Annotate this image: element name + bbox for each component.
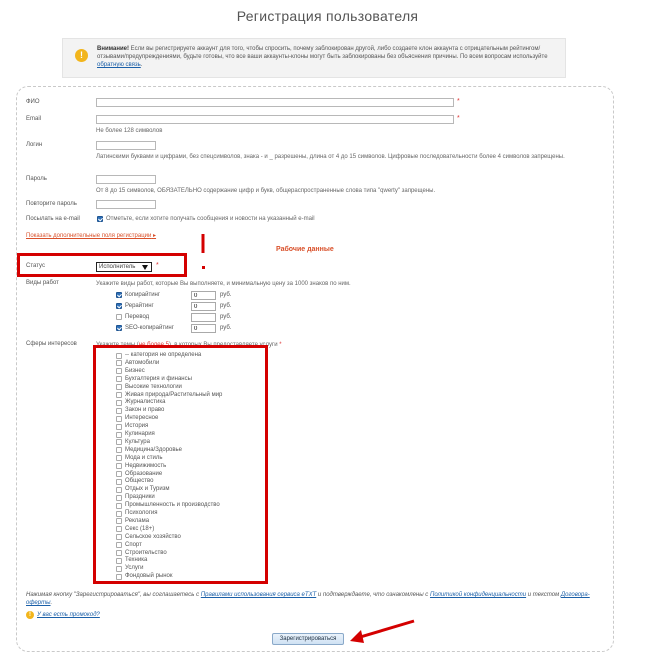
interest-label: Реклама [125,517,150,524]
interests-hint-post: ), в которых Вы предоставляете услуги [168,342,278,348]
work-type-checkbox[interactable] [116,325,122,331]
interest-label: Медицина/Здоровье [125,446,183,453]
interest-label: Интересное [125,415,159,422]
interest-label: Образование [125,470,163,477]
interest-label: Отдых и Туризм [125,486,170,493]
work-type-price[interactable] [191,313,216,322]
password-label: Пароль [26,176,47,182]
email-hint: Не более 128 символов [96,128,163,134]
terms-pre: Нажимая кнопку "Зарегистрироваться", вы соглашаетесь с [26,592,201,598]
interest-label: Строительство [125,549,167,556]
price-unit: руб. [220,314,232,320]
notice-end: . [140,62,143,68]
fio-label: ФИО [26,99,40,105]
interests-hint-limit: не более 5 [138,342,169,348]
mail-checkbox-text: Отметьте, если хотите получать сообщения и новости на указанный e-mail [106,216,315,222]
work-type-checkbox[interactable] [116,303,122,309]
privacy-policy-link[interactable]: Политикой конфиденциальности [429,592,527,598]
email-input[interactable] [96,115,454,124]
section-heading: Рабочие данные [276,246,334,253]
interest-label: История [125,423,149,430]
required-mark: * [279,342,282,348]
price-unit: руб. [220,292,232,298]
required-mark: * [156,262,159,269]
interest-label: Бухгалтерия и финансы [125,375,192,382]
price-unit: руб. [220,325,232,331]
interest-label: Сельское хозяйство [125,533,181,540]
price-unit: руб. [220,303,232,309]
status-select-value: Исполнитель [99,264,136,270]
promo-code-link-text: У вас есть промокод? [37,612,100,618]
repeat-password-label: Повторите пароль [26,201,77,207]
rules-link[interactable]: Правилами использования сервиса eTXT [200,592,317,598]
notice-text: Если вы регистрируете аккаунт для того, чтобы спросить, почему заблокирован другой, либо создаете клон аккаунта с отрицательным рейтингом/отзывами/предупреждениями, будьте готовы, что все ваши аккаунты-клоны могут быть заблокированы без объяснения причины. По всем вопросам используйте [97,46,548,60]
page-title: Регистрация пользователя [236,8,419,24]
interest-label: Психология [125,510,158,516]
interest-label: Закон и право [125,407,165,414]
interests-highlight-frame [93,345,268,584]
interest-label: Секс (18+) [125,525,155,532]
interest-label: Мода и стиль [125,454,163,461]
work-types-label: Виды работ [26,280,59,286]
feedback-link[interactable]: обратную связь [97,62,141,68]
work-type-price[interactable] [191,291,216,300]
repeat-password-input[interactable] [96,200,156,209]
interest-label: Общество [125,478,154,485]
interest-label: Услуги [125,565,144,572]
work-type-label: Копирайтинг [125,292,161,298]
warning-notice [62,38,566,78]
more-fields-link-text: Показать дополнительные поля регистрации [26,233,152,239]
interest-label: Живая природа/Растительный мир [125,391,223,398]
status-highlight-frame [17,253,187,277]
interest-label: Автомобили [125,359,160,366]
offer-contract-link[interactable]: Договора-оферты [26,592,590,606]
interest-label: Кулинария [125,431,155,437]
interest-label: Бизнес [125,367,145,374]
work-type-label: SEO-копирайтинг [125,325,174,331]
email-label: Email [26,116,42,122]
password-input[interactable] [96,175,156,184]
interest-label: Праздники [125,494,155,501]
required-mark: * [457,98,460,105]
interest-label: Промышленность и производство [125,502,220,509]
interest-label: Журналистика [125,399,166,406]
interest-label: -- категория не определена [125,352,202,358]
login-label: Логин [26,142,43,148]
expand-arrow-icon: ▸ [153,233,157,239]
promo-code-link[interactable] [26,612,100,618]
notice-bold: Внимание! [97,46,129,52]
interest-label: Техника [125,557,148,564]
password-hint: От 8 до 15 символов, ОБЯЗАТЕЛЬНО содержание цифр и букв, общераспространенные слова типа "qwerty" запрещены. [96,188,436,194]
warning-icon: ! [75,49,88,62]
login-input[interactable] [96,141,156,150]
terms-and: и текстом [526,592,561,598]
register-button[interactable]: Зарегистрироваться [272,633,344,645]
work-type-label: Перевод [125,314,150,320]
terms-text [26,591,601,607]
work-type-checkbox[interactable] [116,314,122,320]
info-icon: ! [26,611,34,619]
work-type-checkbox[interactable] [116,292,122,298]
interest-label: Культура [125,438,150,445]
interest-label: Фондовый рынок [125,573,173,580]
interests-label: Сферы интересов [26,341,77,347]
terms-end: . [50,600,53,606]
work-types-hint: Укажите виды работ, которые Вы выполняете, и минимальную цену за 1000 знаков по ним. [96,281,351,287]
fio-input[interactable] [96,98,454,107]
interests-hint-pre: Укажите темы ( [96,342,139,348]
required-mark: * [457,115,460,122]
status-label: Статус [26,263,45,269]
mail-checkbox[interactable] [97,216,103,222]
work-type-price[interactable] [191,302,216,311]
terms-mid: и подтверждаете, что ознакомлены с [316,592,430,598]
interest-label: Недвижимость [125,462,167,469]
interest-label: Спорт [125,541,142,548]
interest-label: Высокие технологии [125,383,182,390]
work-type-price[interactable] [191,324,216,333]
login-hint: Латинскими буквами и цифрами, без спецсимволов, знака - и _ разрешены, длина от 4 до 15 символов. Цифровые последовательности более 4 символов запрещены. [96,154,565,160]
work-type-label: Рерайтинг [125,303,154,309]
mail-label: Посылать на e-mail [26,216,80,222]
more-fields-link[interactable] [26,232,156,239]
